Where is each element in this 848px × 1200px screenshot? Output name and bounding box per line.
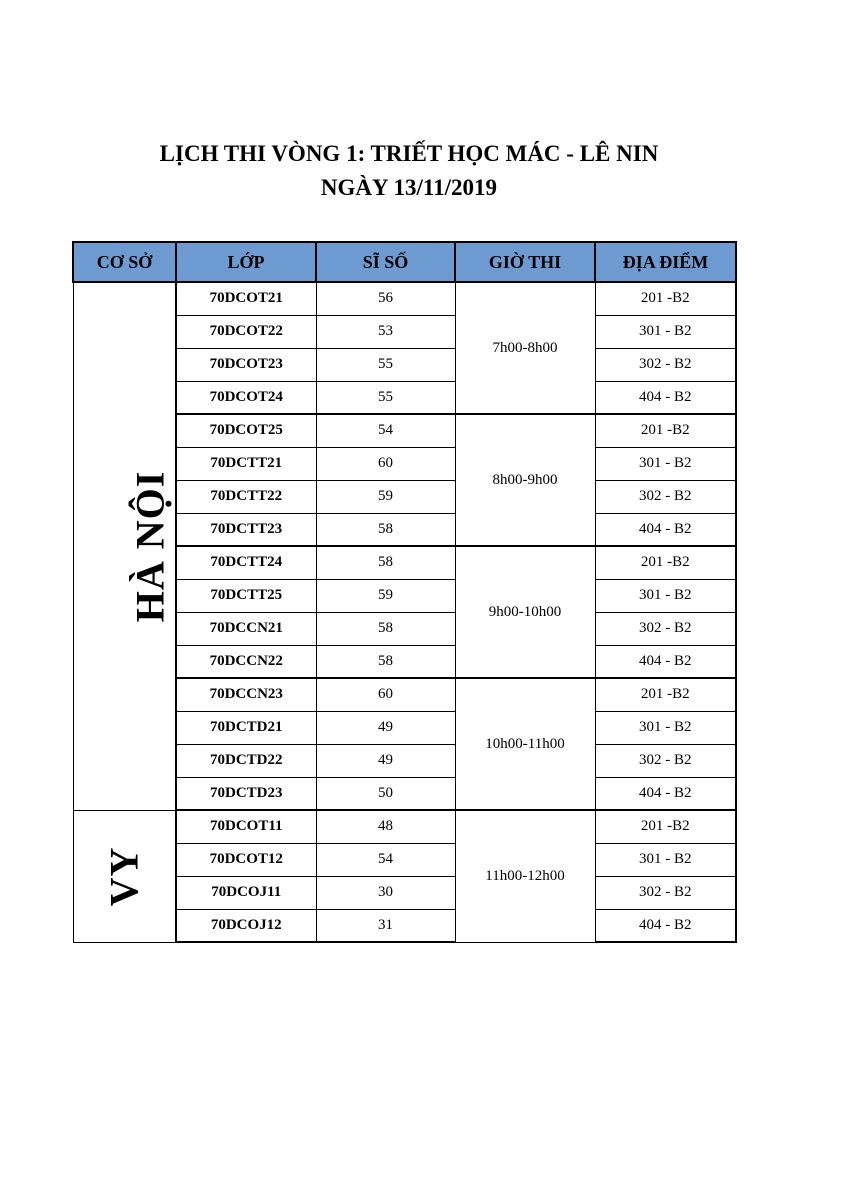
exam-room: 301 - B2 bbox=[595, 843, 736, 876]
exam-room: 404 - B2 bbox=[595, 381, 736, 414]
class-size: 60 bbox=[316, 678, 455, 711]
class-size: 58 bbox=[316, 645, 455, 678]
campus-cell bbox=[73, 810, 176, 942]
class-size: 49 bbox=[316, 711, 455, 744]
class-code: 70DCOT24 bbox=[176, 381, 316, 414]
class-size: 55 bbox=[316, 348, 455, 381]
exam-room: 404 - B2 bbox=[595, 777, 736, 810]
class-code: 70DCOT23 bbox=[176, 348, 316, 381]
class-code: 70DCTD22 bbox=[176, 744, 316, 777]
exam-room: 302 - B2 bbox=[595, 744, 736, 777]
campus-cell bbox=[73, 282, 176, 810]
class-size: 56 bbox=[316, 282, 455, 315]
class-size: 54 bbox=[316, 414, 455, 447]
exam-room: 301 - B2 bbox=[595, 447, 736, 480]
class-code: 70DCOJ11 bbox=[176, 876, 316, 909]
exam-room: 301 - B2 bbox=[595, 711, 736, 744]
campus-name: VY bbox=[101, 846, 147, 906]
exam-room: 201 -B2 bbox=[595, 546, 736, 579]
class-code: 70DCTT22 bbox=[176, 480, 316, 513]
exam-room: 302 - B2 bbox=[595, 876, 736, 909]
class-code: 70DCTT25 bbox=[176, 579, 316, 612]
header-gio-thi: GIỜ THI bbox=[455, 242, 595, 282]
table-header-row bbox=[73, 242, 736, 282]
exam-time: 10h00-11h00 bbox=[455, 678, 595, 810]
exam-date: NGÀY 13/11/2019 bbox=[320, 175, 498, 200]
class-size: 50 bbox=[316, 777, 455, 810]
class-code: 70DCOT12 bbox=[176, 843, 316, 876]
header-dia-diem: ĐỊA ĐIỂM bbox=[595, 242, 736, 282]
exam-room: 201 -B2 bbox=[595, 282, 736, 315]
exam-room: 404 - B2 bbox=[595, 513, 736, 546]
table-row bbox=[73, 282, 736, 315]
class-size: 31 bbox=[316, 909, 455, 942]
class-code: 70DCCN23 bbox=[176, 678, 316, 711]
class-size: 58 bbox=[316, 513, 455, 546]
class-code: 70DCOT22 bbox=[176, 315, 316, 348]
exam-room: 201 -B2 bbox=[595, 678, 736, 711]
exam-time: 11h00-12h00 bbox=[455, 810, 595, 942]
class-size: 60 bbox=[316, 447, 455, 480]
class-code: 70DCOT21 bbox=[176, 282, 316, 315]
table-body bbox=[73, 282, 736, 942]
exam-time: 8h00-9h00 bbox=[455, 414, 595, 546]
class-size: 58 bbox=[316, 546, 455, 579]
header-si-so: SĨ SỐ bbox=[316, 242, 455, 282]
header-lop: LỚP bbox=[176, 242, 316, 282]
exam-room: 404 - B2 bbox=[595, 645, 736, 678]
exam-time: 7h00-8h00 bbox=[455, 282, 595, 414]
class-code: 70DCTD21 bbox=[176, 711, 316, 744]
class-code: 70DCTT23 bbox=[176, 513, 316, 546]
exam-room: 302 - B2 bbox=[595, 348, 736, 381]
exam-room: 301 - B2 bbox=[595, 579, 736, 612]
campus-name: HÀ NỘI bbox=[126, 470, 172, 623]
class-code: 70DCOT11 bbox=[176, 810, 316, 843]
class-code: 70DCCN22 bbox=[176, 645, 316, 678]
exam-room: 302 - B2 bbox=[595, 480, 736, 513]
exam-room: 201 -B2 bbox=[595, 810, 736, 843]
class-code: 70DCCN21 bbox=[176, 612, 316, 645]
class-size: 55 bbox=[316, 381, 455, 414]
exam-room: 301 - B2 bbox=[595, 315, 736, 348]
page-title: LỊCH THI VÒNG 1: TRIẾT HỌC MÁC - LÊ NIN bbox=[159, 141, 659, 166]
class-size: 59 bbox=[316, 579, 455, 612]
class-code: 70DCTT24 bbox=[176, 546, 316, 579]
class-size: 53 bbox=[316, 315, 455, 348]
exam-room: 201 -B2 bbox=[595, 414, 736, 447]
header-co-so: CƠ SỞ bbox=[73, 242, 176, 282]
class-size: 58 bbox=[316, 612, 455, 645]
exam-room: 404 - B2 bbox=[595, 909, 736, 942]
exam-time: 9h00-10h00 bbox=[455, 546, 595, 678]
class-code: 70DCOT25 bbox=[176, 414, 316, 447]
class-size: 30 bbox=[316, 876, 455, 909]
class-size: 48 bbox=[316, 810, 455, 843]
exam-room: 302 - B2 bbox=[595, 612, 736, 645]
exam-schedule-table bbox=[72, 241, 737, 943]
class-code: 70DCOJ12 bbox=[176, 909, 316, 942]
class-code: 70DCTD23 bbox=[176, 777, 316, 810]
class-size: 59 bbox=[316, 480, 455, 513]
table-row bbox=[73, 810, 736, 843]
class-code: 70DCTT21 bbox=[176, 447, 316, 480]
class-size: 54 bbox=[316, 843, 455, 876]
class-size: 49 bbox=[316, 744, 455, 777]
